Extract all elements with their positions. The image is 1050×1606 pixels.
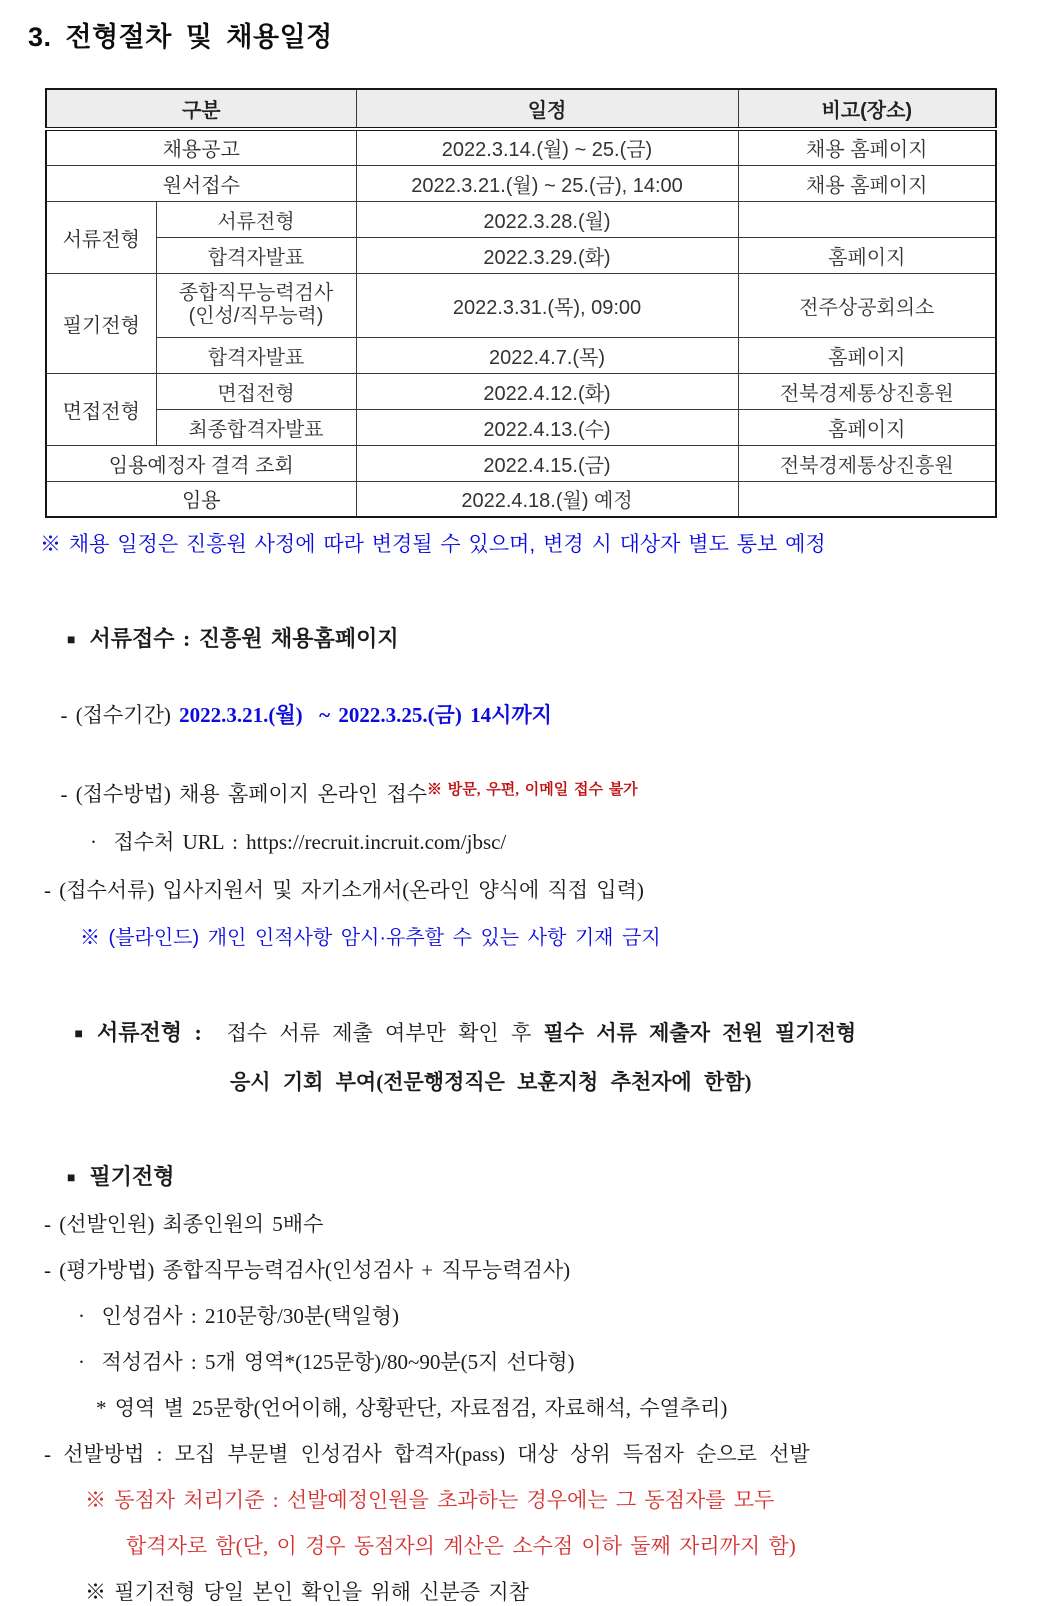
table-row xyxy=(46,273,996,337)
cell-label: 채용공고 xyxy=(46,129,356,165)
table-row xyxy=(46,409,996,445)
table-row xyxy=(46,481,996,517)
receipt-period-line xyxy=(44,675,1050,729)
table-row xyxy=(46,373,996,409)
cell-label: 면접전형 xyxy=(156,373,356,409)
table-row xyxy=(46,129,996,165)
cell-label: 임용 xyxy=(46,481,356,517)
square-bullet-icon: ■ xyxy=(67,1171,76,1186)
receipt-period-label: - (접수기간) xyxy=(60,703,180,727)
cell-schedule: 2022.4.12.(화) xyxy=(356,373,738,409)
tie-break-rule-line2: 합격자로 함(단, 이 경우 동점자의 계산은 소수점 이하 둘째 자리까지 함) xyxy=(126,1534,796,1558)
cell-schedule: 2022.3.28.(월) xyxy=(356,201,738,237)
cell-group-document: 서류전형 xyxy=(46,201,156,273)
cell-note: 홈페이지 xyxy=(738,337,996,373)
header-cell-schedule: 일정 xyxy=(356,89,738,129)
receipt-method-line xyxy=(44,750,1050,808)
table-row xyxy=(46,237,996,273)
cell-schedule: 2022.4.7.(목) xyxy=(356,337,738,373)
cell-schedule: 2022.4.15.(금) xyxy=(356,445,738,481)
table-row xyxy=(46,165,996,201)
receipt-url-line: · 접수처 URL : https://recruit.incruit.com/jbsc/ xyxy=(90,830,507,854)
page-title: 3. 전형절차 및 채용일정 xyxy=(28,22,333,52)
tie-break-rule-line1: ※ 동점자 처리기준 : 선발예정인원을 초과하는 경우에는 그 동점자를 모두 xyxy=(85,1488,775,1512)
receipt-docs-line: - (접수서류) 입사지원서 및 자기소개서(온라인 양식에 직접 입력) xyxy=(44,878,644,902)
receipt-method-text: - (접수방법) 채용 홈페이지 온라인 접수 xyxy=(60,782,428,806)
cell-schedule: 2022.3.29.(화) xyxy=(356,237,738,273)
cell-schedule: 2022.3.14.(월) ~ 25.(금) xyxy=(356,129,738,165)
cell-label: 임용예정자 결격 조회 xyxy=(46,445,356,481)
section-heading-written-test xyxy=(50,1136,1050,1192)
cell-note: 전북경제통상진흥원 xyxy=(738,445,996,481)
cell-schedule: 2022.3.21.(월) ~ 25.(금), 14:00 xyxy=(356,165,738,201)
cell-note xyxy=(738,481,996,517)
cell-note: 홈페이지 xyxy=(738,409,996,445)
square-bullet-icon: ■ xyxy=(67,633,76,648)
cell-note: 채용 홈페이지 xyxy=(738,165,996,201)
written-aptitude-line: · 적성검사 : 5개 영역*(125문항)/80~90분(5지 선다형) xyxy=(78,1350,575,1374)
cell-label: 최종합격자발표 xyxy=(156,409,356,445)
section-heading-doc-receipt xyxy=(50,598,1050,654)
cell-note: 전북경제통상진흥원 xyxy=(738,373,996,409)
schedule-change-notice: ※ 채용 일정은 진흥원 사정에 따라 변경될 수 있으며, 변경 시 대상자 별도 통보 예정 xyxy=(40,533,826,556)
written-personality-line: · 인성검사 : 210문항/30분(택일형) xyxy=(78,1304,400,1328)
cell-label-line1: 종합직무능력검사 xyxy=(178,282,334,304)
cell-note xyxy=(738,201,996,237)
cell-group-interview: 면접전형 xyxy=(46,373,156,445)
header-cell-note: 비고(장소) xyxy=(738,89,996,129)
cell-label: 서류전형 xyxy=(156,201,356,237)
written-method-line: - (평가방법) 종합직무능력검사(인성검사 + 직무능력검사) xyxy=(44,1258,571,1282)
recruitment-schedule-table xyxy=(45,88,997,518)
screening-desc-line2: 응시 기회 부여(전문행정직은 보훈지청 추천자에 한함) xyxy=(230,1070,752,1094)
section-heading-text: 필기전형 xyxy=(89,1164,175,1189)
blind-rule-note: ※ (블라인드) 개인 인적사항 암시·유추할 수 있는 사항 기재 금지 xyxy=(80,927,661,949)
screening-desc-regular: 접수 서류 제출 여부만 확인 후 xyxy=(214,1021,544,1045)
cell-note: 채용 홈페이지 xyxy=(738,129,996,165)
section-heading-text: 서류접수 : 진흥원 채용홈페이지 xyxy=(89,626,399,651)
receipt-period-value: 2022.3.21.(월) ~ 2022.3.25.(금) 14시까지 xyxy=(179,703,552,727)
cell-schedule: 2022.4.13.(수) xyxy=(356,409,738,445)
id-required-note: ※ 필기전형 당일 본인 확인을 위해 신분증 지참 xyxy=(85,1580,529,1604)
screening-desc-bold: 필수 서류 제출자 전원 필기전형 xyxy=(543,1021,857,1045)
section-heading-doc-screening xyxy=(50,992,1050,1048)
cell-schedule: 2022.3.31.(목), 09:00 xyxy=(356,273,738,337)
table-row xyxy=(46,201,996,237)
header-cell-category: 구분 xyxy=(46,89,356,129)
cell-label: 합격자발표 xyxy=(156,237,356,273)
cell-label: 원서접수 xyxy=(46,165,356,201)
written-selection-size-line: - (선발인원) 최종인원의 5배수 xyxy=(44,1212,324,1236)
cell-note: 전주상공회의소 xyxy=(738,273,996,337)
cell-label xyxy=(156,273,356,337)
table-row xyxy=(46,445,996,481)
written-selection-method-line: - 선발방법 : 모집 부문별 인성검사 합격자(pass) 대상 상위 득점자 순으로 선발 xyxy=(44,1442,810,1466)
cell-schedule: 2022.4.18.(월) 예정 xyxy=(356,481,738,517)
cell-label: 합격자발표 xyxy=(156,337,356,373)
receipt-method-warning: ※ 방문, 우편, 이메일 접수 불가 xyxy=(427,782,638,798)
cell-group-written: 필기전형 xyxy=(46,273,156,373)
table-row xyxy=(46,337,996,373)
cell-label-line2: (인성/직무능력) xyxy=(188,305,324,327)
written-area-detail-line: * 영역 별 25문항(언어이해, 상황판단, 자료점검, 자료해석, 수열추리) xyxy=(96,1396,728,1420)
square-bullet-icon: ■ xyxy=(74,1027,83,1042)
section-heading-text: 서류전형 : xyxy=(96,1020,215,1045)
cell-note: 홈페이지 xyxy=(738,237,996,273)
table-header-row xyxy=(46,89,996,129)
